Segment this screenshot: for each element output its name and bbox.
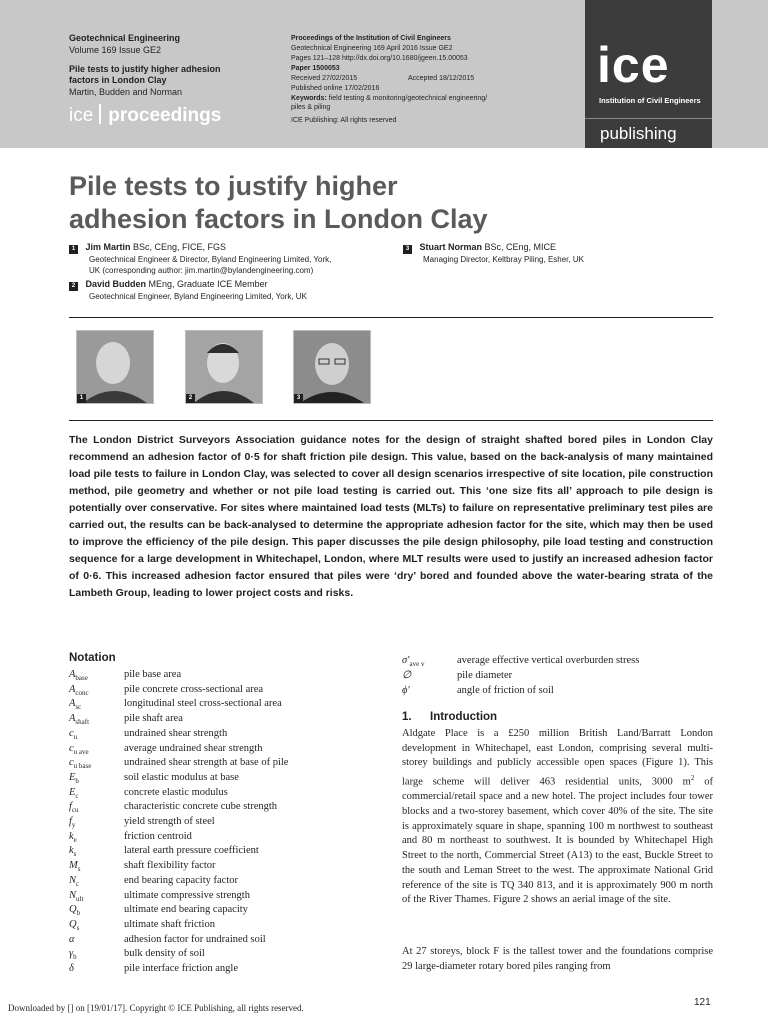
keywords-line [291, 94, 487, 103]
notation-symbol: $E_b$ [69, 771, 79, 785]
author-number: 1 [69, 245, 78, 254]
notation-description: pile interface friction angle [124, 963, 238, 974]
notation-description: ultimate end bearing capacity [124, 904, 248, 916]
journal-name: Geotechnical Engineering [69, 33, 181, 43]
notation-subscript: s [76, 923, 80, 932]
notation-description: end bearing capacity factor [124, 874, 238, 886]
author-photo-2 [185, 330, 263, 404]
brand-proceedings: proceedings [108, 105, 222, 126]
ice-logo: ice [597, 37, 670, 93]
brand-ice: ice [69, 105, 94, 126]
notation-symbol: $c_{u ave}$ [69, 742, 89, 756]
paper-title-line-2: adhesion factors in London Clay [69, 204, 488, 234]
notation-description: average effective vertical overburden stress [457, 655, 640, 666]
notation-description: pile base area [124, 669, 182, 680]
notation-symbol: $f_y$ [69, 816, 76, 830]
notation-description: undrained shear strength [124, 727, 228, 739]
notation-row [402, 668, 512, 683]
notation-row [402, 683, 554, 698]
author-3 [403, 241, 584, 265]
notation-subscript: conc [75, 688, 89, 697]
notation-subscript: b [76, 909, 81, 918]
notation-description: shaft flexibility factor [124, 860, 216, 872]
notation-heading: Notation [69, 652, 116, 664]
received-date: Received 27/02/2015 [291, 75, 358, 82]
notation-symbol: ϕ′ [402, 685, 410, 696]
published-date: Published online 17/02/2016 [291, 85, 380, 92]
section-title: Introduction [430, 711, 498, 723]
notation-symbol: $c_{u base}$ [69, 757, 92, 771]
author-affiliation: Geotechnical Engineer & Director, Byland Engineering Limited, York, [89, 255, 332, 264]
author-quals: MEng, Graduate ICE Member [146, 279, 268, 289]
notation-description: ultimate compressive strength [124, 889, 250, 901]
proc-title: Proceedings of the Institution of Civil Engineers [291, 35, 451, 42]
intro-paragraph-2: At 27 storeys, block F is the tallest tower and the foundations comprise 29 large-diameter rotary bored piles ranging from [402, 946, 713, 972]
notation-description: bulk density of soil [124, 948, 205, 960]
notation-symbol: $N_{ult}$ [69, 889, 84, 903]
notation-symbol: δ [69, 963, 74, 974]
portrait-icon [294, 331, 370, 403]
author-affiliation: Geotechnical Engineer, Byland Engineering Limited, York, UK [89, 292, 307, 301]
notation-symbol: $A_{sc}$ [69, 698, 82, 712]
notation-description: yield strength of steel [124, 816, 215, 827]
notation-symbol: $M_s$ [69, 860, 81, 874]
author-name: Stuart Norman [419, 242, 483, 252]
notation-symbol: $N_c$ [69, 874, 80, 888]
notation-symbol: $f_{cu}$ [69, 801, 79, 815]
superscript: 2 [690, 774, 695, 783]
paper-title [69, 170, 629, 236]
notation-description: longitudinal steel cross-sectional area [124, 698, 282, 710]
author-quals: BSc, CEng, MICE [482, 242, 557, 252]
notation-symbol: $c_u$ [69, 727, 78, 741]
notation-description: lateral earth pressure coefficient [124, 845, 259, 857]
author-1 [69, 241, 331, 276]
author-name: Jim Martin [85, 242, 131, 252]
portrait-icon [186, 331, 262, 403]
volume-issue: Volume 169 Issue GE2 [69, 45, 162, 55]
keywords-line-2: piles & piling [291, 104, 331, 111]
notation-symbol: $Q_s$ [69, 918, 80, 932]
proc-ref: Geotechnical Engineering 169 April 2016 Issue GE2 [291, 45, 453, 52]
header-authors: Martin, Budden and Norman [69, 87, 183, 97]
notation-description: pile concrete cross-sectional area [124, 683, 264, 695]
photo-number: 1 [77, 394, 86, 403]
section-heading-introduction [402, 711, 497, 723]
author-affiliation: Managing Director, Keltbray Piling, Esher, UK [423, 255, 584, 264]
notation-description: adhesion factor for undrained soil [124, 933, 266, 945]
notation-description: ultimate shaft friction [124, 918, 215, 930]
notation-row [69, 962, 238, 977]
notation-description: undrained shear strength at base of pile [124, 757, 289, 769]
download-footer: Downloaded by [] on [19/01/17]. Copyright © ICE Publishing, all rights reserved. [8, 1003, 304, 1013]
paper-title-line-1: Pile tests to justify higher [69, 171, 398, 201]
notation-subscript: y [71, 821, 76, 830]
abstract: The London District Surveyors Association guidance notes for the design of straight shafted bored piles in London Clay recommend an adhesion factor of 0·5 for shaft friction pile design. This value, based on the back-analysis of many maintained load pile tests to failure in London Clay, was selected to cover all design scenarios irrespective of site location, pile construction method, pile geometry and whether or not pile load testing is carried out. This ‘one size fits all’ approach to pile design is potentially over conservative. For sites where maintained load tests (MLTs) to failure on representative preliminary test piles are carried out, the results can be back-analysed to determine the appropriate adhesion factor for the site, which may then be used to improve the efficiency of the pile design. This paper discusses the pile design philosophy, pile load testing and construction sequence for a large development in Whitechapel, London, where MLT results were used to justify an increased adhesion factor of 0·6. This increased adhesion factor ensured that piles were ‘dry’ bored and founded above the water-bearing strata of the Lambeth Group, leading to lower project costs and risks. [69, 434, 713, 599]
notation-symbol: $A_{base}$ [69, 669, 88, 683]
notation-subscript: ave v [409, 660, 425, 669]
notation-subscript: ult [76, 894, 84, 903]
notation-subscript: shaft [75, 718, 90, 727]
intro-paragraph-1 [402, 727, 713, 908]
intro-text-a: Aldgate Place is a £250 million British Land/Barratt London development in Whitechapel, east London, comprising several multi-storey buildings and publicly accessible open spaces (Figure 1). This large scheme will deliver 463 residential units, 3000 m [402, 728, 713, 788]
notation-symbol: $E_c$ [69, 786, 79, 800]
notation-subscript: cu [71, 806, 79, 815]
notation-subscript: s [77, 865, 81, 874]
notation-symbol: α [69, 933, 75, 945]
notation-subscript: sc [75, 703, 82, 712]
divider-top [69, 317, 713, 318]
ice-publishing-word: publishing [600, 124, 677, 143]
photo-number: 3 [294, 394, 303, 403]
author-number: 3 [403, 245, 412, 254]
portrait-icon [77, 331, 153, 403]
notation-description: soil elastic modulus at base [124, 771, 239, 783]
notation-description: friction centroid [124, 830, 192, 842]
author-photo-1 [76, 330, 154, 404]
notation-symbol: $\sigma'_{ave v}$ [402, 655, 425, 669]
notation-subscript: u [73, 732, 78, 741]
notation-subscript: base [75, 674, 88, 683]
page-number: 121 [694, 997, 711, 1008]
section-number: 1. [402, 711, 412, 723]
notation-description: concrete elastic modulus [124, 786, 228, 798]
notation-subscript: u base [73, 762, 92, 771]
paper-number: Paper 1500053 [291, 65, 340, 72]
author-name: David Budden [85, 279, 147, 289]
author-number: 2 [69, 282, 78, 291]
ice-logo-subtitle: Institution of Civil Engineers [599, 96, 701, 105]
notation-symbol: ∅ [402, 670, 412, 681]
notation-subscript: b [75, 776, 79, 785]
logo-divider [585, 118, 712, 119]
notation-subscript: s [73, 850, 77, 859]
photo-number: 2 [186, 394, 195, 403]
pages-doi: Pages 121–128 http://dx.doi.org/10.1680/jgeen.15.00053 [291, 55, 468, 62]
header-article-title-1: Pile tests to justify higher adhesion [69, 64, 221, 74]
notation-symbol: $k_s$ [69, 845, 77, 859]
rights-note: ICE Publishing: All rights reserved [291, 117, 397, 124]
author-photo-3 [293, 330, 371, 404]
notation-symbol: $A_{conc}$ [69, 683, 89, 697]
notation-subscript: u ave [73, 747, 89, 756]
notation-subscript: e [73, 835, 77, 844]
notation-subscript: b [73, 953, 77, 962]
notation-description: characteristic concrete cube strength [124, 801, 278, 813]
ice-proceedings-brand [69, 104, 221, 128]
header-article-title-2: factors in London Clay [69, 75, 167, 85]
author-2 [69, 278, 307, 302]
notation-description: angle of friction of soil [457, 685, 554, 696]
divider-bottom [69, 420, 713, 421]
notation-symbol: $Q_b$ [69, 904, 81, 918]
notation-subscript: c [75, 791, 79, 800]
author-quals: BSc, CEng, FICE, FGS [130, 242, 227, 252]
accepted-date: Accepted 18/12/2015 [408, 75, 475, 82]
notation-subscript: c [76, 879, 80, 888]
notation-symbol: $k_e$ [69, 830, 77, 844]
keywords-label: Keywords: [291, 95, 327, 102]
intro-text-b: of commercial/retail space and a new hotel. The project includes four tower blocks and a two-storey basement, which cover 40% of the site. The site is approximately square in shape, spanning 100 m northwest to southeast and 80 m northeast to southwest. It is bounded by Whitechapel High Street to the north, Commercial Street (A13) to the east, Buckle Street to the south and Leman Street to the west. The approximate National Grid reference of the site is TQ 340 813, and it is approximately 900 m north of the River Thames. Figure 2 shows an aerial image of the site. [402, 776, 713, 906]
keywords-text: field testing & monitoring/geotechnical engineering/ [328, 95, 488, 102]
notation-row [69, 933, 266, 948]
notation-symbol: $\gamma_b$ [69, 948, 77, 962]
notation-description: average undrained shear strength [124, 742, 263, 754]
notation-description: pile diameter [457, 670, 513, 681]
notation-description: pile shaft area [124, 713, 183, 725]
author-affiliation-2: UK (corresponding author: jim.martin@bylandengineering.com) [89, 266, 314, 275]
notation-symbol: $A_{shaft}$ [69, 713, 90, 727]
